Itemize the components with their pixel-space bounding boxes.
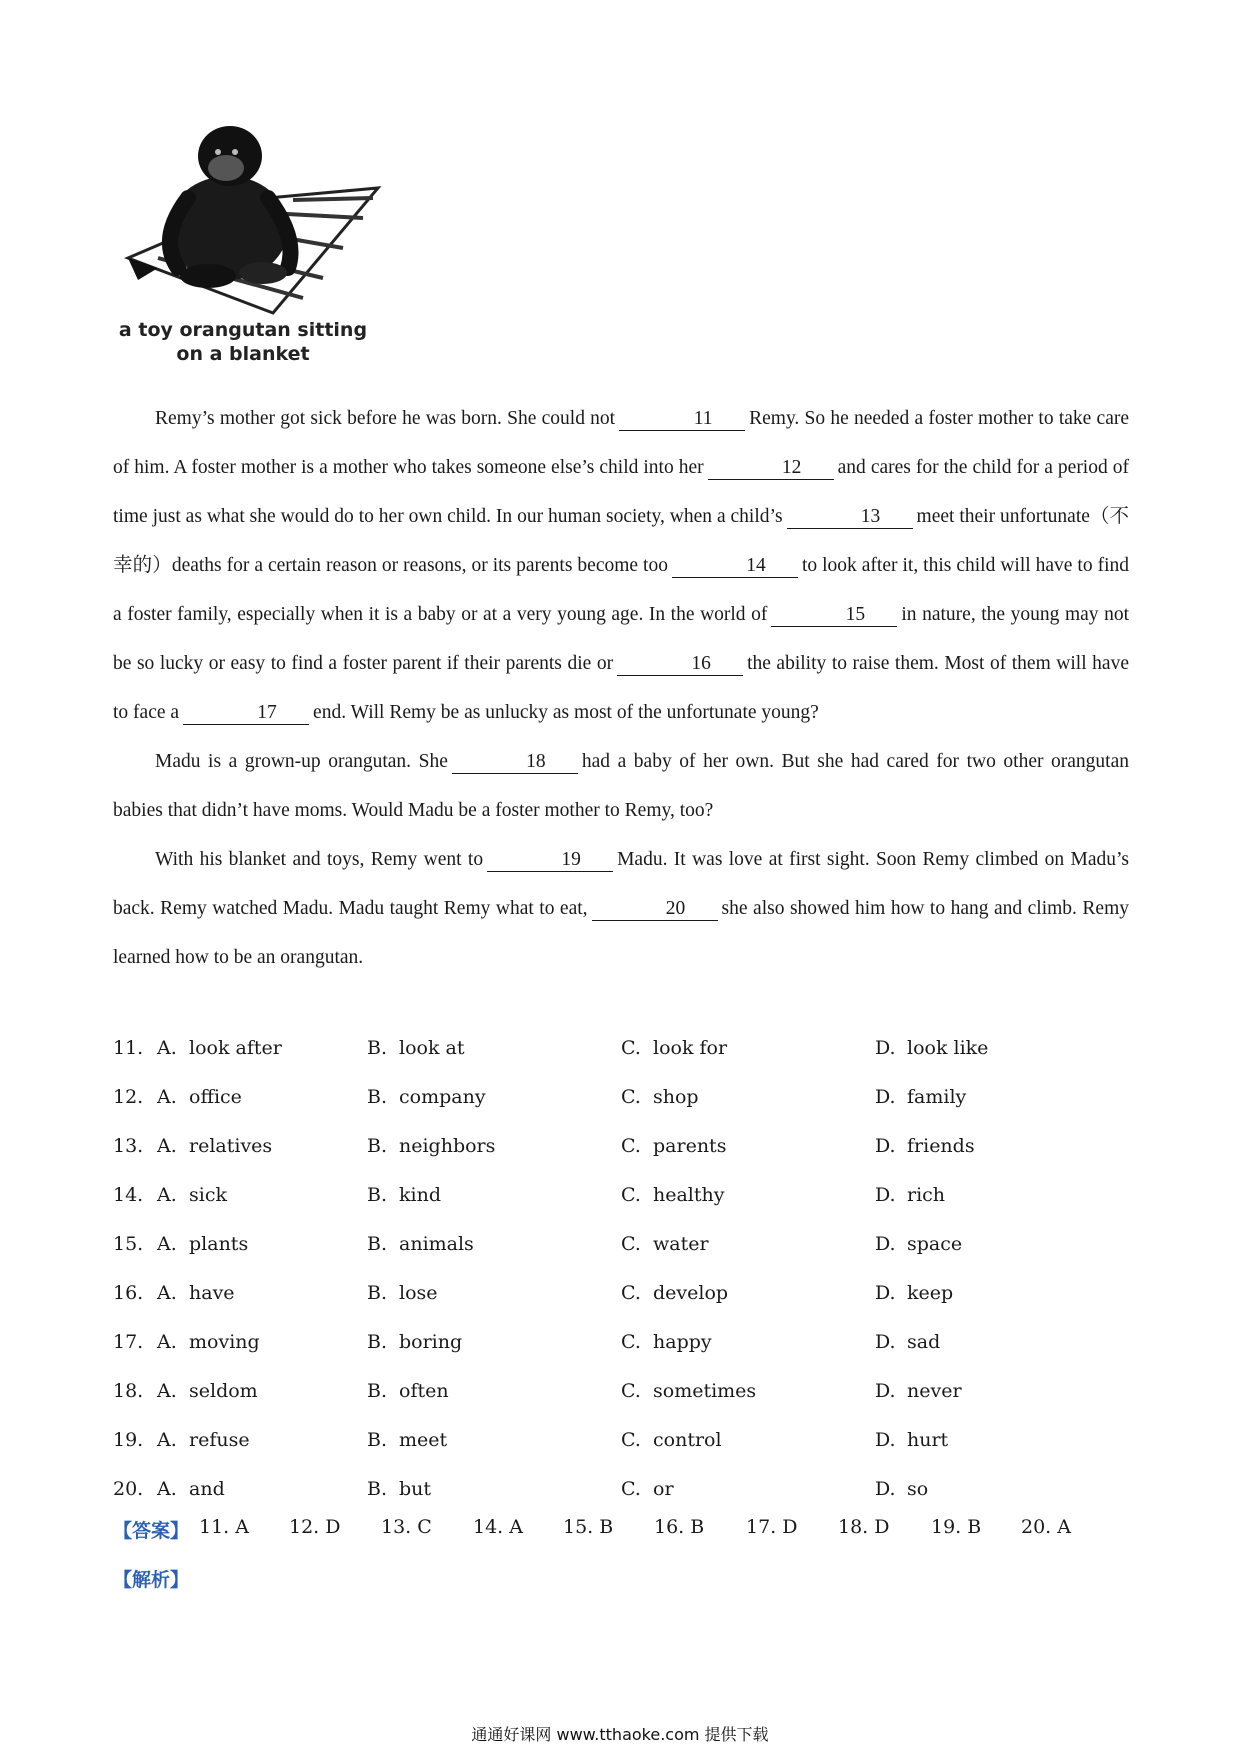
option-a[interactable]: moving: [189, 1331, 260, 1353]
option-letter-c: C.: [621, 1135, 641, 1157]
passage-text: Madu is a grown-up orangutan. She: [155, 751, 448, 772]
option-a[interactable]: sick: [189, 1184, 227, 1206]
option-letter-d: D.: [875, 1380, 896, 1402]
option-d[interactable]: family: [907, 1086, 967, 1108]
option-a[interactable]: have: [189, 1282, 235, 1304]
question-row: [113, 1319, 1129, 1368]
option-letter-a: A.: [157, 1037, 177, 1059]
option-letter-a: A.: [157, 1478, 177, 1500]
option-letter-b: B.: [367, 1037, 388, 1059]
question-row: [113, 1123, 1129, 1172]
option-d[interactable]: sad: [907, 1331, 941, 1353]
option-letter-c: C.: [621, 1184, 641, 1206]
passage-text: to look after it, this child will have to find a foster family, especially when it is a baby or at a very young age. In the world of: [113, 555, 1129, 625]
option-letter-a: A.: [157, 1380, 177, 1402]
question-number: 13.: [113, 1135, 144, 1157]
question-number: 18.: [113, 1380, 144, 1402]
blank-16: 16: [617, 653, 743, 676]
question-row: [113, 1466, 1129, 1515]
blank-17: 17: [183, 702, 309, 725]
option-letter-a: A.: [157, 1135, 177, 1157]
blank-11: 11: [619, 408, 745, 431]
option-letter-b: B.: [367, 1380, 388, 1402]
option-b[interactable]: often: [399, 1380, 449, 1402]
option-c[interactable]: parents: [653, 1135, 727, 1157]
option-letter-d: D.: [875, 1086, 896, 1108]
option-b[interactable]: neighbors: [399, 1135, 496, 1157]
answer-item: 20. A: [1021, 1516, 1071, 1538]
option-b[interactable]: lose: [399, 1282, 438, 1304]
option-letter-b: B.: [367, 1233, 388, 1255]
answer-item: 13. C: [381, 1516, 432, 1538]
blank-18: 18: [452, 751, 578, 774]
option-c[interactable]: happy: [653, 1331, 712, 1353]
option-d[interactable]: hurt: [907, 1429, 949, 1451]
option-letter-a: A.: [157, 1429, 177, 1451]
option-a[interactable]: relatives: [189, 1135, 273, 1157]
option-letter-b: B.: [367, 1086, 388, 1108]
option-a[interactable]: and: [189, 1478, 225, 1500]
question-row: [113, 1417, 1129, 1466]
orangutan-on-blanket-icon: [118, 118, 388, 318]
cloze-passage: [113, 394, 1129, 982]
answer-item: 18. D: [838, 1516, 890, 1538]
passage-text: the ability to raise them. Most of them will have to face a: [113, 653, 1129, 723]
blank-15: 15: [771, 604, 897, 627]
passage-text: she also showed him how to hang and climb. Remy learned how to be an orangutan.: [113, 898, 1129, 968]
option-c[interactable]: shop: [653, 1086, 699, 1108]
question-number: 16.: [113, 1282, 144, 1304]
answer-item: 11. A: [199, 1516, 249, 1538]
question-number: 17.: [113, 1331, 144, 1353]
option-d[interactable]: friends: [907, 1135, 975, 1157]
question-options: [113, 1025, 1129, 1515]
question-row: [113, 1172, 1129, 1221]
option-letter-c: C.: [621, 1233, 641, 1255]
page-footer[interactable]: 通通好课网 www.tthaoke.com 提供下载: [471, 1725, 769, 1744]
option-letter-c: C.: [621, 1380, 641, 1402]
option-letter-a: A.: [157, 1086, 177, 1108]
passage-text: and cares for the child for a period of time just as what she would do to her own child. In our human society, when a child’s: [113, 457, 1129, 527]
answer-item: 12. D: [289, 1516, 341, 1538]
passage-text: With his blanket and toys, Remy went to: [155, 849, 484, 870]
option-c[interactable]: sometimes: [653, 1380, 757, 1402]
option-b[interactable]: but: [399, 1478, 432, 1500]
option-a[interactable]: plants: [189, 1233, 249, 1255]
option-c[interactable]: control: [653, 1429, 722, 1451]
option-d[interactable]: keep: [907, 1282, 954, 1304]
paragraph-1: [113, 394, 1129, 737]
option-letter-c: C.: [621, 1331, 641, 1353]
option-c[interactable]: look for: [653, 1037, 728, 1059]
option-d[interactable]: rich: [907, 1184, 946, 1206]
option-letter-b: B.: [367, 1478, 388, 1500]
option-letter-c: C.: [621, 1282, 641, 1304]
blank-12: 12: [708, 457, 834, 480]
passage-text: Madu. It was love at first sight. Soon Remy climbed on Madu’s back. Remy watched Madu. Madu taught Remy what to eat,: [113, 849, 1129, 919]
option-letter-a: A.: [157, 1282, 177, 1304]
option-a[interactable]: look after: [189, 1037, 282, 1059]
passage-text: Remy. So he needed a foster mother to take care of him. A foster mother is a mother who takes someone else’s child into her: [113, 408, 1129, 478]
question-number: 14.: [113, 1184, 144, 1206]
option-letter-b: B.: [367, 1331, 388, 1353]
option-letter-d: D.: [875, 1184, 896, 1206]
option-letter-d: D.: [875, 1331, 896, 1353]
option-letter-b: B.: [367, 1184, 388, 1206]
option-letter-d: D.: [875, 1282, 896, 1304]
question-row: [113, 1270, 1129, 1319]
option-letter-c: C.: [621, 1429, 641, 1451]
answer-label: 【答案】: [113, 1520, 190, 1542]
option-letter-d: D.: [875, 1478, 896, 1500]
option-c[interactable]: develop: [653, 1282, 729, 1304]
figure-caption: [118, 318, 368, 366]
option-b[interactable]: boring: [399, 1331, 463, 1353]
option-a[interactable]: seldom: [189, 1380, 258, 1402]
option-letter-c: C.: [621, 1037, 641, 1059]
option-c[interactable]: or: [653, 1478, 674, 1500]
question-row: [113, 1221, 1129, 1270]
option-c[interactable]: healthy: [653, 1184, 725, 1206]
answer-item: 17. D: [746, 1516, 798, 1538]
question-number: 19.: [113, 1429, 144, 1451]
paragraph-2: [113, 737, 1129, 835]
option-letter-a: A.: [157, 1331, 177, 1353]
answer-item: 16. B: [654, 1516, 705, 1538]
option-a[interactable]: office: [189, 1086, 242, 1108]
caption-line-2: on a blanket: [176, 343, 310, 365]
option-letter-d: D.: [875, 1429, 896, 1451]
passage-text: meet their unfortunate（不幸的）deaths for a certain reason or reasons, or its parents become too: [113, 506, 1129, 576]
blank-19: 19: [487, 849, 613, 872]
passage-text: Remy’s mother got sick before he was born. She could not: [155, 408, 616, 429]
passage-text: in nature, the young may not be so lucky or easy to find a foster parent if their parents die or: [113, 604, 1130, 674]
blank-14: 14: [672, 555, 798, 578]
option-b[interactable]: meet: [399, 1429, 448, 1451]
answer-key: [113, 1516, 1129, 1546]
question-number: 11.: [113, 1037, 144, 1059]
option-letter-c: C.: [621, 1086, 641, 1108]
option-letter-b: B.: [367, 1429, 388, 1451]
option-letter-d: D.: [875, 1233, 896, 1255]
question-row: [113, 1368, 1129, 1417]
option-b[interactable]: animals: [399, 1233, 474, 1255]
option-letter-b: B.: [367, 1282, 388, 1304]
option-d[interactable]: look like: [907, 1037, 989, 1059]
option-b[interactable]: company: [399, 1086, 486, 1108]
blank-20: 20: [592, 898, 718, 921]
caption-line-1: a toy orangutan sitting: [118, 319, 368, 341]
question-row: [113, 1074, 1129, 1123]
option-letter-c: C.: [621, 1478, 641, 1500]
analysis-label: 【解析】: [113, 1569, 190, 1591]
option-d[interactable]: so: [907, 1478, 929, 1500]
option-letter-a: A.: [157, 1233, 177, 1255]
option-letter-d: D.: [875, 1135, 896, 1157]
blank-13: 13: [787, 506, 913, 529]
answer-item: 14. A: [473, 1516, 523, 1538]
question-number: 12.: [113, 1086, 144, 1108]
answer-item: 19. B: [931, 1516, 982, 1538]
option-letter-b: B.: [367, 1135, 388, 1157]
option-b[interactable]: look at: [399, 1037, 465, 1059]
option-b[interactable]: kind: [399, 1184, 441, 1206]
question-number: 20.: [113, 1478, 144, 1500]
question-row: [113, 1025, 1129, 1074]
option-c[interactable]: water: [653, 1233, 709, 1255]
option-a[interactable]: refuse: [189, 1429, 250, 1451]
paragraph-3: [113, 835, 1129, 982]
question-number: 15.: [113, 1233, 144, 1255]
option-letter-a: A.: [157, 1184, 177, 1206]
passage-text: had a baby of her own. But she had cared for two other orangutan babies that didn’t have moms. Would Madu be a foster mother to Remy, too?: [113, 751, 1130, 821]
passage-text: end. Will Remy be as unlucky as most of the unfortunate young?: [313, 702, 819, 723]
option-letter-d: D.: [875, 1037, 896, 1059]
answer-item: 15. B: [563, 1516, 614, 1538]
option-d[interactable]: never: [907, 1380, 962, 1402]
option-d[interactable]: space: [907, 1233, 963, 1255]
